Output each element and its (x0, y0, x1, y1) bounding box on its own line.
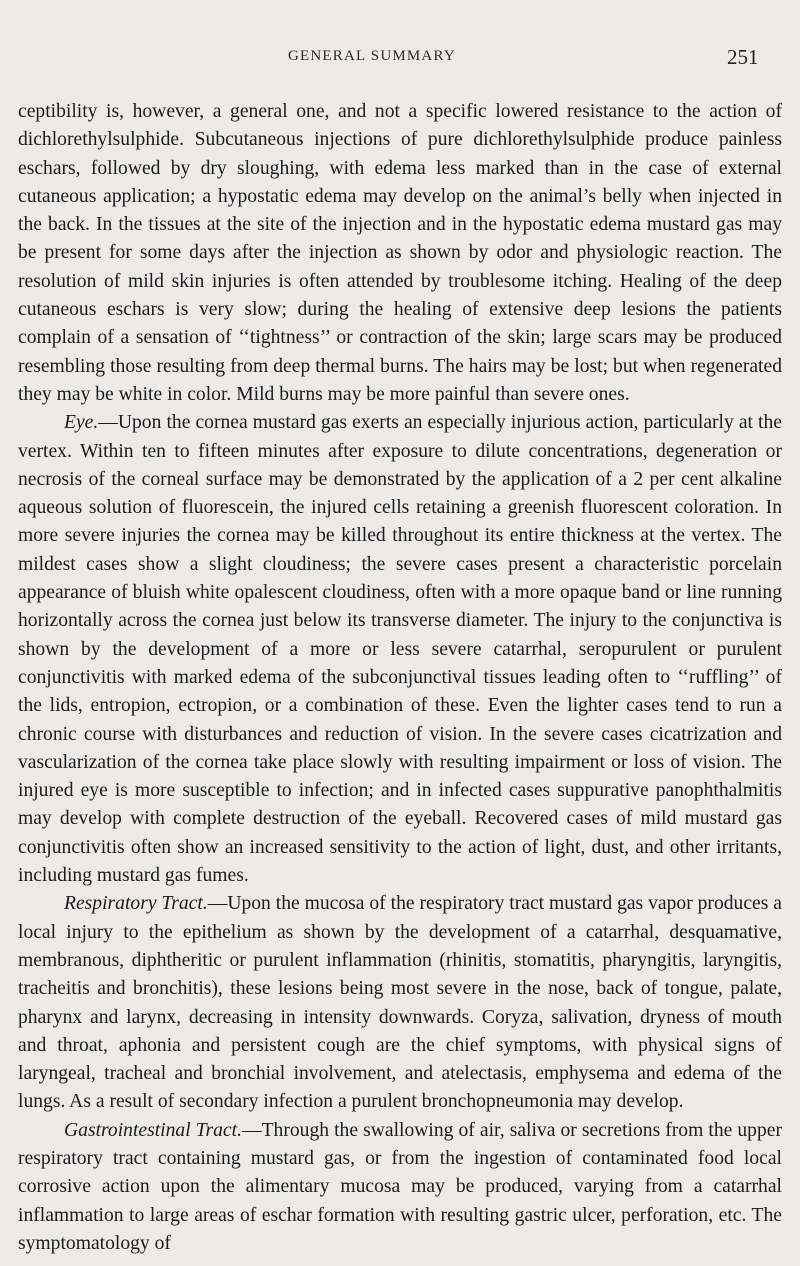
running-title: GENERAL SUMMARY (288, 48, 456, 64)
paragraph-gastrointestinal-tract (18, 1117, 782, 1258)
section-heading-respiratory-tract: Respiratory Tract. (64, 893, 208, 915)
paragraph-text: —Upon the cornea mustard gas exerts an especially injurious action, particularly at the vertex. Within ten to fifteen minutes after exposure to dilute concentrations, degeneration or necrosis of the corneal surface may be demonstrated by the application of a 2 per cent alkaline aqueous solution of fluorescein, the injured cells retaining a greenish fluorescent coloration. In more severe injuries the cornea may be killed throughout its entire thickness at the vertex. The mildest cases show a slight cloudiness; the severe cases present a characteristic porcelain appearance of bluish white opalescent cloudiness, often with a more opaque band or line running horizontally across the cornea just below its transverse diameter. The injury to the conjunctiva is shown by the development of a more or less severe catarrhal, seropurulent or purulent conjunctivitis with marked edema of the subconjunctival tissues leading often to ‘‘ruffling’’ of the lids, entropion, ectropion, or a combination of these. Even the lighter cases tend to run a chronic course with disturbances and reduction of vision. In the severe cases cicatrization and vascularization of the cornea take place slowly with resulting impairment or loss of vision. The injured eye is more susceptible to infection; and in infected cases suppurative panophthalmitis may develop with complete destruction of the eyeball. Recovered cases of mild mustard gas conjunctivitis often show an increased sensitivity to the action of light, dust, and other irritants, including mustard gas fumes. (18, 412, 782, 887)
running-head (0, 45, 800, 78)
paragraph-respiratory-tract (18, 890, 782, 1116)
section-heading-eye: Eye. (64, 412, 99, 434)
paragraph-skin-continued (18, 98, 782, 409)
paragraph-eye (18, 409, 782, 890)
paragraph-text: ceptibility is, however, a general one, and not a specific lowered resistance to the action of dichlorethylsulphide. Subcutaneous injections of pure dichlorethylsulphide produce painless eschars, followed by dry sloughing, with edema less marked than in the case of external cutaneous application; a hypostatic edema may develop on the animal’s belly when injected in the back. In the tissues at the site of the injection and in the hypostatic edema mustard gas may be present for some days after the injection as shown by odor and physiologic reaction. The resolution of mild skin injuries is often attended by troublesome itching. Healing of the deep cutaneous eschars is very slow; during the healing of extensive deep lesions the patients complain of a sensation of ‘‘tightness’’ or contraction of the skin; large scars may be produced resembling those resulting from deep thermal burns. The hairs may be lost; but when regenerated they may be white in color. Mild burns may be more painful than severe ones. (18, 101, 782, 405)
section-heading-gastrointestinal-tract: Gastrointestinal Tract. (64, 1119, 242, 1141)
paragraph-text: —Upon the mucosa of the respiratory tract mustard gas vapor produces a local injury to the epithelium as shown by the development of a catarrhal, desquamative, membranous, diphtheritic or purulent inflammation (rhinitis, stomatitis, pharyngitis, laryngitis, tracheitis and bronchitis), these lesions being most severe in the nose, back of tongue, palate, pharynx and larynx, decreasing in intensity downwards. Coryza, salivation, dryness of mouth and throat, aphonia and persistent cough are the chief symptoms, with physical signs of laryngeal, tracheal and bronchial involvement, and atelectasis, emphysema and edema of the lungs. As a result of secondary infection a purulent bronchopneumonia may develop. (18, 893, 782, 1113)
body-text (18, 98, 782, 1258)
page-number: 251 (727, 45, 759, 69)
paragraph-text: —Through the swallowing of air, saliva or secretions from the upper respiratory tract containing mustard gas, or from the ingestion of contaminated food local corrosive action upon the alimentary mucosa may be produced, varying from a catarrhal inflammation to large areas of eschar formation with resulting gastric ulcer, perforation, etc. The symptomatology of (18, 1119, 782, 1254)
